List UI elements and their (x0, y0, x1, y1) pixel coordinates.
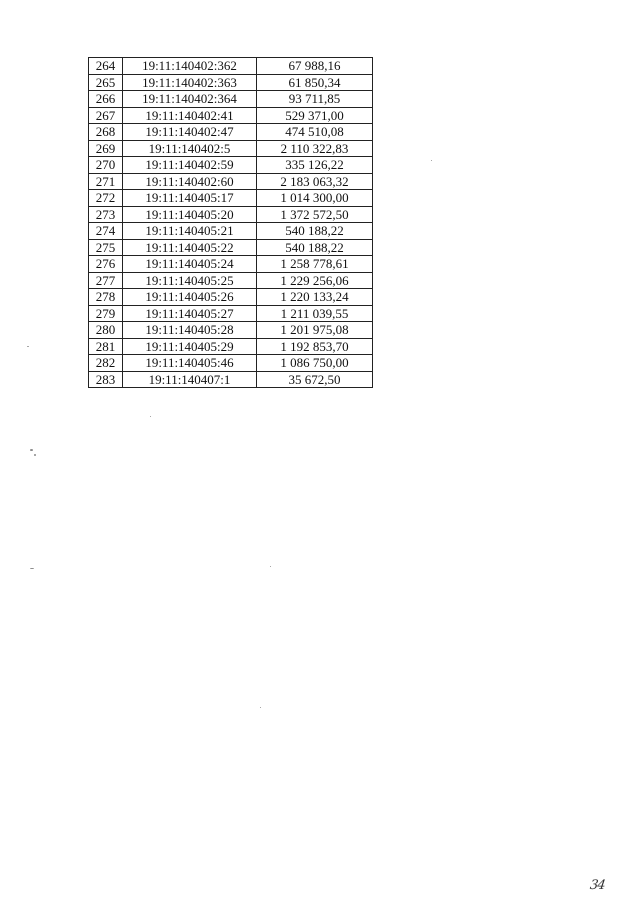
table-row (89, 322, 373, 339)
value-cell: 93 711,85 (257, 91, 373, 108)
value-cell: 1 086 750,00 (257, 355, 373, 372)
scan-speck (34, 454, 36, 456)
scan-speck (270, 566, 271, 567)
row-number-cell: 266 (89, 91, 123, 108)
table-row (89, 107, 373, 124)
row-number-cell: 269 (89, 140, 123, 157)
row-number-cell: 270 (89, 157, 123, 174)
table-body (89, 58, 373, 388)
row-number-cell: 268 (89, 124, 123, 141)
value-cell: 540 188,22 (257, 239, 373, 256)
row-number-cell: 279 (89, 305, 123, 322)
value-cell: 474 510,08 (257, 124, 373, 141)
cadastral-number-cell: 19:11:140402:363 (123, 74, 257, 91)
row-number-cell: 281 (89, 338, 123, 355)
cadastral-number-cell: 19:11:140405:26 (123, 289, 257, 306)
cadastral-number-cell: 19:11:140405:20 (123, 206, 257, 223)
cadastral-number-cell: 19:11:140402:5 (123, 140, 257, 157)
cadastral-number-cell: 19:11:140405:17 (123, 190, 257, 207)
row-number-cell: 275 (89, 239, 123, 256)
cadastral-number-cell: 19:11:140405:46 (123, 355, 257, 372)
cadastral-number-cell: 19:11:140402:47 (123, 124, 257, 141)
row-number-cell: 272 (89, 190, 123, 207)
value-cell: 1 014 300,00 (257, 190, 373, 207)
value-cell: 1 220 133,24 (257, 289, 373, 306)
table-row (89, 239, 373, 256)
table-row (89, 140, 373, 157)
table-row (89, 223, 373, 240)
cadastral-value-table (88, 57, 373, 388)
row-number-cell: 265 (89, 74, 123, 91)
value-cell: 2 110 322,83 (257, 140, 373, 157)
cadastral-number-cell: 19:11:140407:1 (123, 371, 257, 388)
table-row (89, 256, 373, 273)
scan-speck (30, 449, 33, 451)
scan-speck (431, 160, 432, 161)
table-row (89, 124, 373, 141)
table-row (89, 173, 373, 190)
value-cell: 1 258 778,61 (257, 256, 373, 273)
cadastral-number-cell: 19:11:140405:25 (123, 272, 257, 289)
table-row (89, 58, 373, 75)
row-number-cell: 283 (89, 371, 123, 388)
row-number-cell: 282 (89, 355, 123, 372)
value-cell: 540 188,22 (257, 223, 373, 240)
handwritten-page-number: 34 (588, 878, 606, 893)
value-cell: 1 192 853,70 (257, 338, 373, 355)
table-row (89, 338, 373, 355)
cadastral-number-cell: 19:11:140405:29 (123, 338, 257, 355)
cadastral-number-cell: 19:11:140402:364 (123, 91, 257, 108)
table-row (89, 272, 373, 289)
row-number-cell: 280 (89, 322, 123, 339)
value-cell: 335 126,22 (257, 157, 373, 174)
cadastral-number-cell: 19:11:140405:21 (123, 223, 257, 240)
cadastral-number-cell: 19:11:140402:59 (123, 157, 257, 174)
scan-speck (27, 346, 29, 347)
row-number-cell: 274 (89, 223, 123, 240)
value-cell: 61 850,34 (257, 74, 373, 91)
row-number-cell: 267 (89, 107, 123, 124)
value-cell: 1 211 039,55 (257, 305, 373, 322)
value-cell: 2 183 063,32 (257, 173, 373, 190)
table-row (89, 355, 373, 372)
value-cell: 1 201 975,08 (257, 322, 373, 339)
table-row (89, 74, 373, 91)
row-number-cell: 273 (89, 206, 123, 223)
scan-speck (30, 568, 34, 569)
scan-speck (150, 416, 151, 417)
cadastral-number-cell: 19:11:140405:28 (123, 322, 257, 339)
table-row (89, 289, 373, 306)
table-row (89, 371, 373, 388)
cadastral-number-cell: 19:11:140402:60 (123, 173, 257, 190)
row-number-cell: 264 (89, 58, 123, 75)
cadastral-number-cell: 19:11:140402:41 (123, 107, 257, 124)
row-number-cell: 278 (89, 289, 123, 306)
value-cell: 529 371,00 (257, 107, 373, 124)
cadastral-number-cell: 19:11:140402:362 (123, 58, 257, 75)
cadastral-number-cell: 19:11:140405:22 (123, 239, 257, 256)
row-number-cell: 276 (89, 256, 123, 273)
table-row (89, 157, 373, 174)
value-cell: 35 672,50 (257, 371, 373, 388)
table-row (89, 206, 373, 223)
cadastral-number-cell: 19:11:140405:27 (123, 305, 257, 322)
table-row (89, 190, 373, 207)
cadastral-number-cell: 19:11:140405:24 (123, 256, 257, 273)
scan-speck (260, 707, 261, 708)
table-row (89, 91, 373, 108)
row-number-cell: 271 (89, 173, 123, 190)
value-cell: 1 229 256,06 (257, 272, 373, 289)
table-row (89, 305, 373, 322)
value-cell: 1 372 572,50 (257, 206, 373, 223)
value-cell: 67 988,16 (257, 58, 373, 75)
row-number-cell: 277 (89, 272, 123, 289)
